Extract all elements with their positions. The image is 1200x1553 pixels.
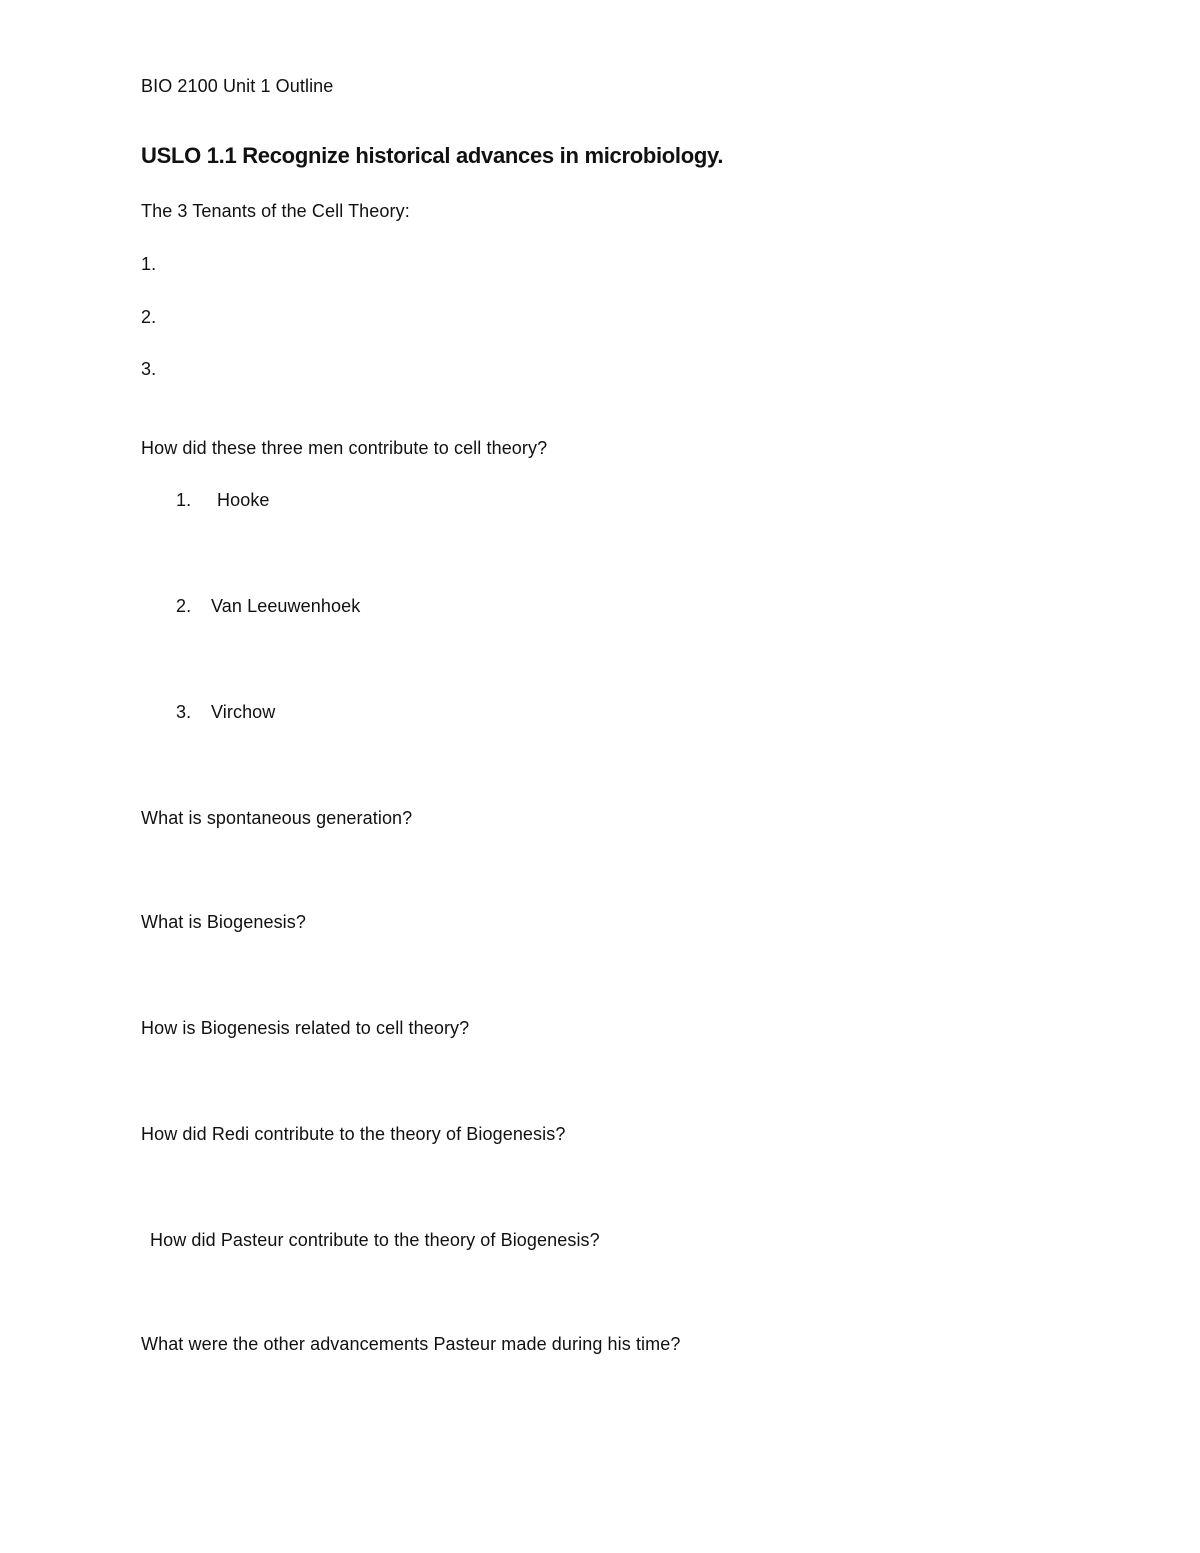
section-title: USLO 1.1 Recognize historical advances in microbiology.	[141, 143, 724, 168]
question-redi: How did Redi contribute to the theory of Biogenesis?	[141, 1124, 566, 1144]
contributor-item-hooke	[176, 489, 270, 511]
question-biogenesis: What is Biogenesis?	[141, 912, 306, 932]
contributor-number: 3.	[176, 702, 192, 722]
tenet-number-1: 1.	[141, 254, 157, 274]
tenet-number-3: 3.	[141, 359, 157, 379]
contributor-number: 1.	[176, 490, 192, 510]
contributor-number: 2.	[176, 596, 192, 616]
contributor-name: Virchow	[211, 702, 276, 722]
contributor-name: Van Leeuwenhoek	[211, 596, 361, 616]
question-spontaneous-generation: What is spontaneous generation?	[141, 808, 413, 828]
document-header: BIO 2100 Unit 1 Outline	[141, 76, 334, 96]
contributor-item-virchow	[176, 701, 276, 723]
cell-theory-prompt: The 3 Tenants of the Cell Theory:	[141, 201, 410, 221]
question-biogenesis-cell-theory: How is Biogenesis related to cell theory?	[141, 1018, 470, 1038]
tenet-number-2: 2.	[141, 307, 157, 327]
contributor-name: Hooke	[217, 490, 270, 510]
contributor-item-van-leeuwenhoek	[176, 595, 361, 617]
question-pasteur-advancements: What were the other advancements Pasteur made during his time?	[141, 1334, 681, 1354]
contributors-prompt: How did these three men contribute to cell theory?	[141, 438, 548, 458]
question-pasteur-biogenesis: How did Pasteur contribute to the theory of Biogenesis?	[150, 1230, 600, 1250]
